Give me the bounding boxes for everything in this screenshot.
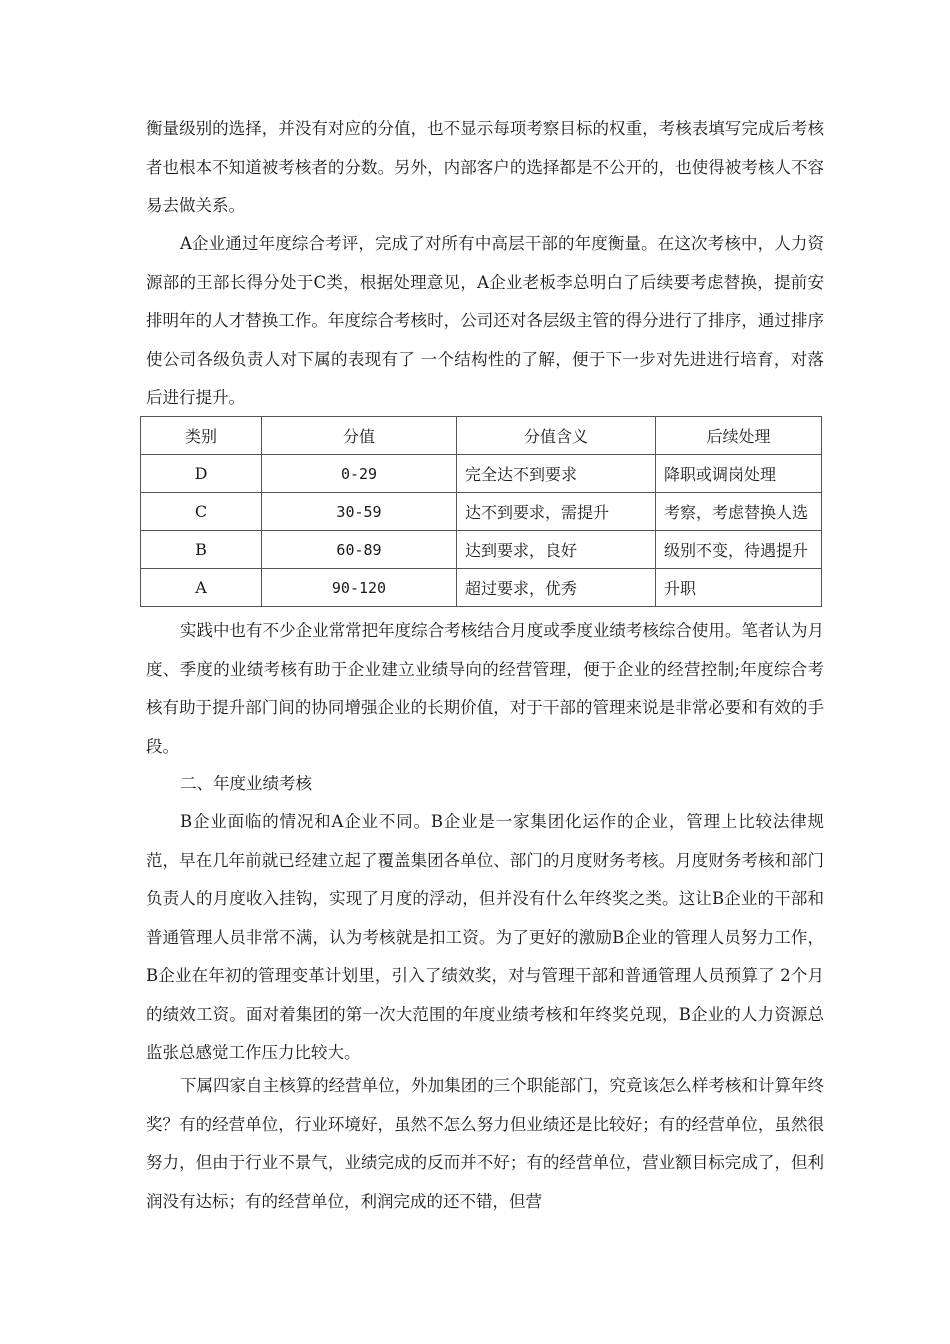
cell-action: 考察，考虑替换人选 bbox=[656, 493, 822, 531]
cell-grade: C bbox=[141, 493, 262, 531]
table-row bbox=[141, 569, 822, 607]
cell-action: 级别不变，待遇提升 bbox=[656, 531, 822, 569]
cell-meaning: 达到要求，良好 bbox=[457, 531, 656, 569]
cell-grade: D bbox=[141, 455, 262, 493]
cell-meaning: 达不到要求，需提升 bbox=[457, 493, 656, 531]
paragraph-3: 实践中也有不少企业常常把年度综合考核结合月度或季度业绩考核综合使用。笔者认为月度、季度的业绩考核有助于企业建立业绩导向的经营管理，便于企业的经营控制;年度综合考核有助于提升部门间的协同增强企业的长期价值，对于干部的管理来说是非常必要和有效的手段。 bbox=[146, 621, 824, 756]
table-row bbox=[141, 455, 822, 493]
header-meaning: 分值含义 bbox=[457, 417, 656, 455]
paragraph-2: A企业通过年度综合考评，完成了对所有中高层干部的年度衡量。在这次考核中，人力资源部的王部长得分处于C类，根据处理意见，A企业老板李总明白了后续要考虑替换，提前安排明年的人才替换工作。年度综合考核时，公司还对各层级主管的得分进行了排序，通过排序使公司各级负责人对下属的表现有了 一个结构性的了解，便于下一步对先进进行培育，对落后进行提升。 bbox=[146, 234, 824, 407]
paragraph-1: 衡量级别的选择，并没有对应的分值，也不显示每项考察目标的权重，考核表填写完成后考核者也根本不知道被考核者的分数。另外，内部客户的选择都是不公开的，也使得被考核人不容易去做关系。 bbox=[146, 119, 824, 215]
section-heading: 二、年度业绩考核 bbox=[180, 774, 312, 793]
paragraph-5: 下属四家自主核算的经营单位，外加集团的三个职能部门，究竟该怎么样考核和计算年终奖？有的经营单位，行业环境好，虽然不怎么努力但业绩还是比较好；有的经营单位，虽然很努力，但由于行业不景气，业绩完成的反而并不好；有的经营单位，营业额目标完成了，但利润没有达标；有的经营单位，利润完成的还不错，但营 bbox=[146, 1076, 824, 1211]
cell-action: 升职 bbox=[656, 569, 822, 607]
header-score: 分值 bbox=[262, 417, 457, 455]
cell-score: 0-29 bbox=[262, 455, 457, 493]
cell-action: 降职或调岗处理 bbox=[656, 455, 822, 493]
table-row bbox=[141, 531, 822, 569]
cell-grade: A bbox=[141, 569, 262, 607]
header-grade: 类别 bbox=[141, 417, 262, 455]
cell-score: 90-120 bbox=[262, 569, 457, 607]
cell-score: 60-89 bbox=[262, 531, 457, 569]
cell-grade: B bbox=[141, 531, 262, 569]
table-header-row bbox=[141, 417, 822, 455]
cell-score: 30-59 bbox=[262, 493, 457, 531]
header-action: 后续处理 bbox=[656, 417, 822, 455]
table-row bbox=[141, 493, 822, 531]
paragraph-4: B企业面临的情况和A企业不同。B企业是一家集团化运作的企业，管理上比较法律规范，早在几年前就已经建立起了覆盖集团各单位、部门的月度财务考核。月度财务考核和部门负责人的月度收入挂钩，实现了月度的浮动，但并没有什么年终奖之类。这让B企业的干部和普通管理人员非常不满，认为考核就是扣工资。为了更好的激励B企业的管理人员努力工作，B企业在年初的管理变革计划里，引入了绩效奖，对与管理干部和普通管理人员预算了 2个月的绩效工资。面对着集团的第一次大范围的年度业绩考核和年终奖兑现，B企业的人力资源总监张总感觉工作压力比较大。 bbox=[146, 812, 824, 1062]
grade-table bbox=[140, 416, 822, 607]
cell-meaning: 超过要求，优秀 bbox=[457, 569, 656, 607]
cell-meaning: 完全达不到要求 bbox=[457, 455, 656, 493]
